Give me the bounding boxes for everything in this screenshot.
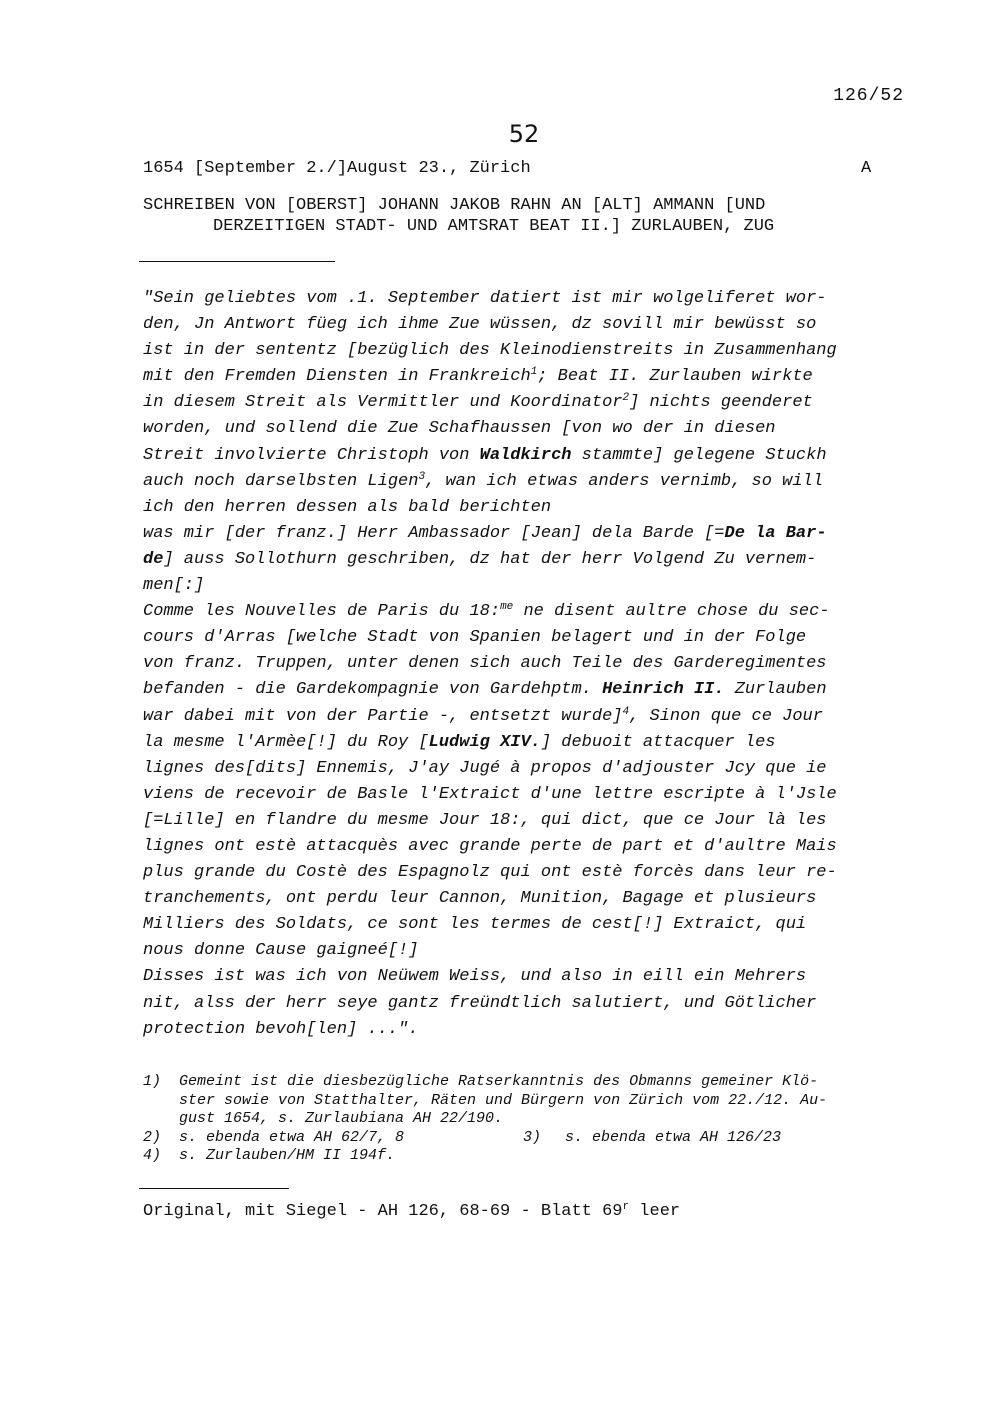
body-line: viens de recevoir de Basle l'Extraict d'une lettre escripte à l'Jsle: [143, 784, 837, 804]
document-code: A: [861, 159, 872, 178]
person-name: de: [143, 549, 164, 569]
body-line: was mir [der franz.] Herr Ambassador [Jean] dela Barde [=De la Bar-: [143, 523, 827, 543]
footnote-text: Gemeint ist die diesbezügliche Ratserkanntnis des Obmanns gemeiner Klö-: [179, 1073, 819, 1090]
footnote-ref-3: 3: [418, 470, 426, 483]
document-number: 52: [508, 120, 540, 148]
body-line: worden, und sollend die Zue Schafhaussen [von wo der in diesen: [143, 419, 776, 439]
page-reference: 126/52: [833, 86, 904, 106]
person-name: Ludwig XIV.: [428, 732, 541, 752]
document-title-line-1: SCHREIBEN VON [OBERST] JOHANN JAKOB RAHN AN [ALT] AMMANN [UND: [143, 196, 766, 215]
footnote-number: 3): [523, 1128, 542, 1146]
document-title-line-2: DERZEITIGEN STADT- UND AMTSRAT BEAT II.] ZURLAUBEN, ZUG: [213, 217, 775, 236]
body-line: lignes ont estè attacquès avec grande perte de part et d'aultre Mais: [143, 836, 837, 856]
footnote-text: ster sowie von Statthalter, Räten und Bürgern von Zürich vom 22./12. Au-: [179, 1091, 828, 1109]
dateline: 1654 [September 2./]August 23., Zürich: [143, 159, 531, 178]
person-name: De la Bar-: [724, 523, 827, 543]
body-line: auch noch darselbsten Ligen$^3$, wan ich etwas anders vernimb, so will: [143, 470, 823, 491]
person-name: Heinrich II.: [602, 680, 725, 700]
footnote-ref-1: 1: [530, 366, 538, 379]
title-divider: [139, 261, 335, 262]
footnote-number: 1): [143, 1073, 162, 1090]
body-line: ich den herren dessen als bald berichten: [143, 497, 552, 517]
body-line: plus grande du Costè des Espagnolz qui ont estè forcès dans leur re-: [143, 863, 837, 883]
footnote-text: s. ebenda etwa AH 126/23: [565, 1128, 782, 1146]
body-line: cours d'Arras [welche Stadt von Spanien belagert und in der Folge: [143, 628, 807, 648]
body-line: [=Lille] en flandre du mesme Jour 18:, qui dict, que ce Jour là les: [143, 810, 827, 830]
body-line: Streit involvierte Christoph von Waldkirch stammte] gelegene Stuckh: [143, 445, 827, 465]
body-line: tranchements, ont perdu leur Cannon, Munition, Bagage et plusieurs: [143, 889, 817, 909]
footnote-text: s. ebenda etwa AH 62/7, 8: [179, 1128, 405, 1146]
body-line: Disses ist was ich von Neüwem Weiss, und also in eill ein Mehrers: [143, 967, 807, 987]
body-line: mit den Fremden Diensten in Frankreich$^1$; Beat II. Zurlauben wirkte: [143, 366, 813, 387]
body-line: men[:]: [143, 576, 205, 596]
body-line: nit, alss der herr seye gantz freündtlich salutiert, und Götlicher: [143, 993, 817, 1013]
person-name: Waldkirch: [479, 445, 572, 465]
footnote-ref-4: 4: [622, 705, 630, 718]
body-line: lignes des[dits] Ennemis, J'ay Jugé à propos d'adjouster Jcy que ie: [143, 758, 827, 778]
body-line: befanden - die Gardekompagnie von Gardehptm. Heinrich II. Zurlauben: [143, 680, 827, 700]
body-line: "Sein geliebtes vom .1. September datiert ist mir wolgeliferet wor-: [143, 289, 827, 308]
footnote-text: gust 1654, s. Zurlaubiana AH 22/190.: [179, 1110, 504, 1127]
body-line: den, Jn Antwort füeg ich ihme Zue wüssen, dz sovill mir bewüsst so: [143, 315, 817, 335]
body-line: in diesem Streit als Vermittler und Koordinator$^2$] nichts geenderet: [143, 392, 813, 413]
body-line: war dabei mit von der Partie -, entsetzt wurde]$^4$, Sinon que ce Jour: [143, 705, 823, 726]
body-line: Milliers des Soldats, ce sont les termes de cest[!] Extraict, qui: [143, 915, 807, 935]
body-line: protection bevoh[len] ...".: [143, 1019, 419, 1039]
body-line: nous donne Cause gaigneé[!]: [143, 941, 419, 961]
body-line: von franz. Truppen, unter denen sich auch Teile des Garderegimentes: [143, 654, 827, 674]
source-divider: [139, 1188, 289, 1189]
footnote-number: 2): [143, 1128, 162, 1146]
body-line: Comme les Nouvelles de Paris du 18:$^{me}$ ne disent aultre chose du sec-: [143, 601, 830, 622]
source-note: Original, mit Siegel - AH 126, 68-69 - Blatt 69$^r$ leer: [143, 1201, 681, 1221]
letter-body: [143, 286, 913, 1043]
footnote-ref-2: 2: [622, 392, 630, 405]
body-line: ist in der sententz [bezüglich des Kleinodienstreits in Zusammenhang: [143, 341, 837, 361]
footnote-text: s. Zurlauben/HM II 194f.: [179, 1147, 396, 1164]
footnote-number: 4): [143, 1147, 162, 1164]
body-line: la mesme l'Armèe[!] du Roy [Ludwig XIV.] debuoit attacquer les: [143, 732, 776, 752]
body-line: de] auss Sollothurn geschriben, dz hat der herr Volgend Zu vernem-: [143, 549, 817, 569]
